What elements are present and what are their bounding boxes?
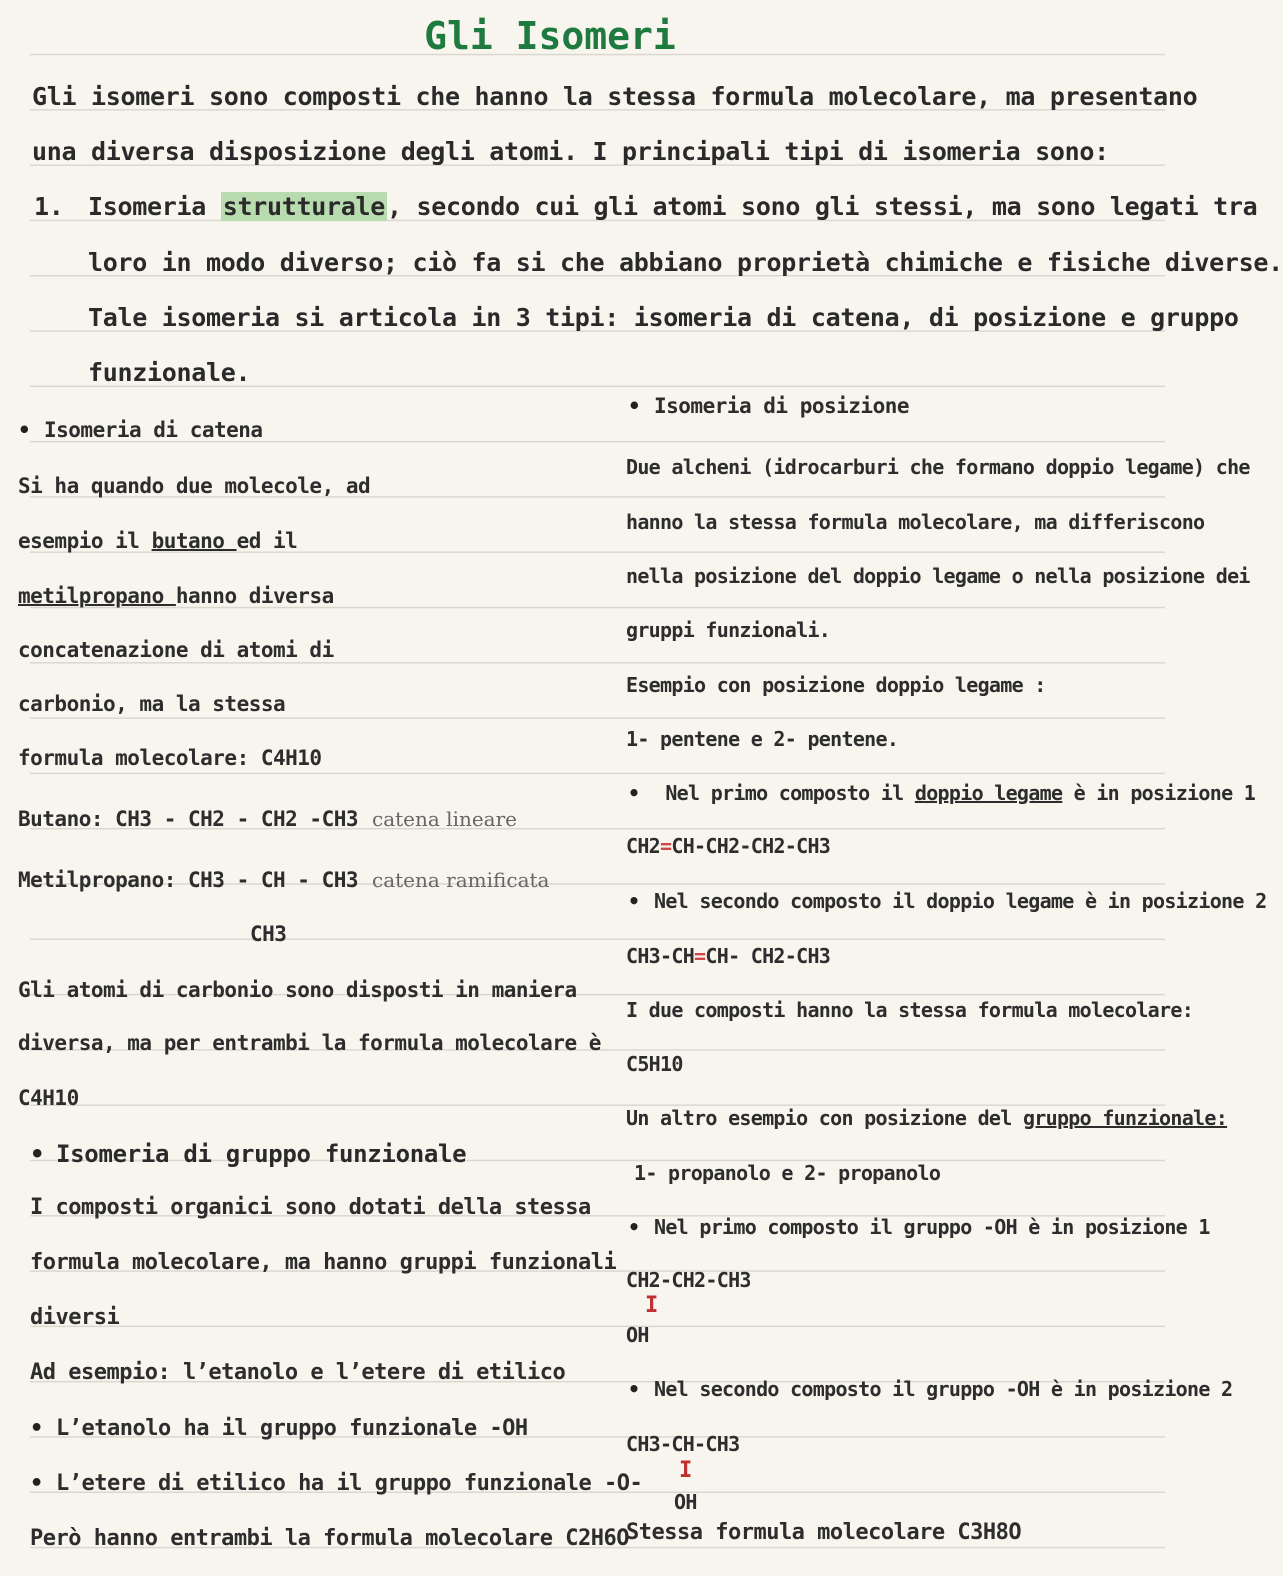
posizione-line-10: 1- propanolo e 2- propanolo [634, 1161, 941, 1185]
formula-2-part-a: CH3-CH [626, 944, 695, 968]
posizione-line-8: C5H10 [626, 1052, 683, 1076]
formula-1-propanolo-oh: OH [626, 1323, 649, 1347]
catena-conclusion-1: Gli atomi di carbonio sono disposti in maniera [18, 978, 577, 1002]
gruppo-funzionale-term: gruppo funzionale: [1022, 1106, 1228, 1130]
formula-2-propanolo: CH3-CH-CH3 [626, 1432, 740, 1456]
list-item-1-line-4: funzionale. [88, 358, 251, 387]
posizione-line-5: Esempio con posizione doppio legame : [626, 673, 1046, 697]
list-item-1-line-3: Tale isomeria si articola in 3 tipi: isomeria di catena, di posizione e gruppo [88, 303, 1239, 332]
metilpropano-note: catena ramificata [372, 868, 550, 892]
single-bond-icon: I [645, 1293, 659, 1318]
formula-2-pentene [626, 944, 830, 968]
posizione-conclusion: Stessa formula molecolare C3H8O [626, 1520, 1022, 1545]
gruppo-line-1: I composti organici sono dotati della stessa [30, 1195, 591, 1220]
formula-2-propanolo-oh: OH [674, 1490, 697, 1514]
catena-line-2-pre: esempio il [18, 529, 152, 553]
list-item-1-pre: Isomeria [88, 192, 221, 221]
formula-2-part-b: CH- CH2-CH3 [705, 944, 831, 968]
posizione-line-4: gruppi funzionali. [626, 618, 831, 642]
butano-note: catena lineare [372, 807, 518, 831]
catena-line-3 [18, 584, 334, 608]
double-bond-icon: = [694, 944, 706, 968]
list-item-1-line-1 [88, 192, 1257, 221]
formula-1-part-a: CH2 [626, 834, 661, 858]
doppio-legame-term: doppio legame [914, 781, 1063, 805]
gruppo-line-4: Ad esempio: l’etanolo e l’etere di etilico [30, 1360, 566, 1385]
butano-formula: Butano: CH3 - CH2 - CH2 -CH3 [18, 807, 359, 831]
catena-line-3-post: hanno diversa [175, 584, 334, 608]
catena-line-1: Si ha quando due molecole, ad [18, 474, 371, 498]
formula-1-pentene [626, 834, 830, 858]
posizione-bullet-4: • Nel secondo composto il gruppo -OH è in posizione 2 [628, 1377, 1232, 1401]
posizione-line-3: nella posizione del doppio legame o nella posizione dei [626, 564, 1250, 588]
gruppo-line-3: diversi [30, 1305, 120, 1330]
list-item-1-post: , secondo cui gli atomi sono gli stessi, ma sono legati tra [387, 192, 1258, 221]
gruppo-line-2: formula molecolare, ma hanno gruppi funzionali [30, 1250, 617, 1275]
posizione-bullet-1-pre: Nel primo composto il [665, 781, 915, 805]
posizione-line-2: hanno la stessa formula molecolare, ma differiscono [626, 510, 1205, 534]
catena-conclusion-3: C4H10 [18, 1086, 79, 1110]
formula-1-part-b: CH-CH2-CH2-CH3 [671, 834, 831, 858]
catena-conclusion-2: diversa, ma per entrambi la formula molecolare è [18, 1031, 601, 1055]
double-bond-icon: = [660, 834, 672, 858]
posizione-bullet-1-post: è in posizione 1 [1062, 781, 1256, 805]
heading-gruppo: • Isomeria di gruppo funzionale [30, 1140, 466, 1168]
posizione-line-6: 1- pentene e 2- pentene. [626, 727, 899, 751]
gruppo-line-5: Però hanno entrambi la formula molecolare C2H6O [30, 1526, 630, 1551]
gruppo-bullet-1: • L’etanolo ha il gruppo funzionale -OH [30, 1416, 528, 1441]
catena-line-6: formula molecolare: C4H10 [18, 746, 322, 770]
catena-line-2-post: ed il [236, 529, 298, 553]
heading-posizione: • Isomeria di posizione [628, 394, 909, 418]
posizione-line-7: I due composti hanno la stessa formula molecolare: [626, 998, 1194, 1022]
page-title: Gli Isomeri [424, 14, 676, 58]
metilpropano-formula-line [18, 868, 549, 892]
metilpropano-branch: CH3 [250, 922, 287, 946]
formula-1-propanolo: CH2-CH2-CH3 [626, 1268, 751, 1292]
intro-line-1: Gli isomeri sono composti che hanno la stessa formula molecolare, ma presentano [32, 82, 1198, 111]
posizione-bullet-3: • Nel primo composto il gruppo -OH è in posizione 1 [628, 1215, 1210, 1239]
butano-term: butano [151, 529, 237, 553]
list-item-1-line-2: loro in modo diverso; ciò fa si che abbiano proprietà chimiche e fisiche diverse. [88, 248, 1283, 277]
butano-formula-line [18, 807, 517, 831]
catena-line-2 [18, 529, 297, 553]
posizione-line-1: Due alcheni (idrocarburi che formano doppio legame) che [626, 455, 1250, 479]
heading-catena: • Isomeria di catena [18, 418, 263, 442]
gruppo-bullet-2: • L’etere di etilico ha il gruppo funzionale -O- [30, 1471, 642, 1496]
posizione-bullet-1 [628, 781, 1255, 805]
highlighted-term: strutturale [222, 192, 386, 221]
metilpropano-formula: Metilpropano: CH3 - CH - CH3 [18, 868, 359, 892]
posizione-bullet-2: • Nel secondo composto il doppio legame è in posizione 2 [628, 889, 1266, 913]
single-bond-icon: I [679, 1458, 693, 1483]
intro-line-2: una diversa disposizione degli atomi. I principali tipi di isomeria sono: [32, 137, 1109, 166]
posizione-line-9-pre: Un altro esempio con posizione del [626, 1106, 1023, 1130]
posizione-line-9 [626, 1106, 1227, 1130]
catena-line-4: concatenazione di atomi di [18, 638, 334, 662]
catena-line-5: carbonio, ma la stessa [18, 692, 286, 716]
list-number-1: 1. [34, 192, 64, 221]
metilpropano-term: metilpropano [18, 584, 176, 608]
